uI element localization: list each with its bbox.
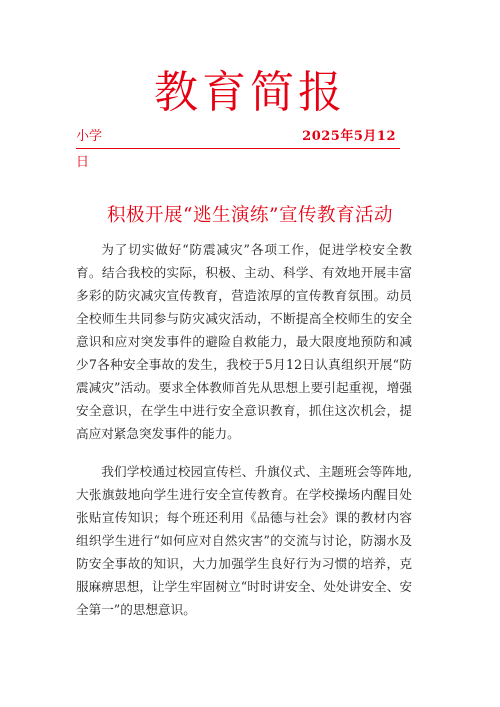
issue-date-tail: 日	[76, 155, 90, 170]
article-paragraph: 我们学校通过校园宣传栏、升旗仪式、主题班会等阵地,大张旗鼓地向学生进行安全宣传教育。在学校操场内醒目处张贴宣传知识；每个班还利用《品德与社会》课的教材内容组织学生进行“如何应对自然灾害”的交流与讨论，防溺水及防安全事故的知识，大力加强学生良好行为习惯的培养，克服麻痹思想，让学生牢固树立“时时讲安全、处处讲安全、安全第一”的思想意识。	[76, 464, 412, 617]
article-body	[76, 238, 412, 621]
masthead-title: 教育简报	[154, 67, 346, 118]
article-paragraph: 为了切实做好“防震减灾”各项工作，促进学校安全教育。结合我校的实际，积极、主动、科学、有效地开展丰富多彩的防灾减灾宣传教育，营造浓厚的宣传教育氛围。动员全校师生共同参与防灾减灾活动，不断提高全校师生的安全意识和应对突发事件的避险自救能力，最大限度地预防和减少7各种安全事故的发生，我校于5月12日认真组织开展“防震减灾”活动。要求全体教师首先从思想上要引起重视，增强安全意识，在学生中进行安全意识教育，抓住这次机会，提高应对紧急突发事件的能力。	[76, 242, 412, 441]
article-headline: 积极开展“逃生演练”宣传教育活动	[107, 205, 393, 226]
issue-info-line	[76, 128, 400, 149]
issue-school: 小学	[76, 129, 103, 144]
issue-date: 2025年5月12	[302, 129, 396, 144]
